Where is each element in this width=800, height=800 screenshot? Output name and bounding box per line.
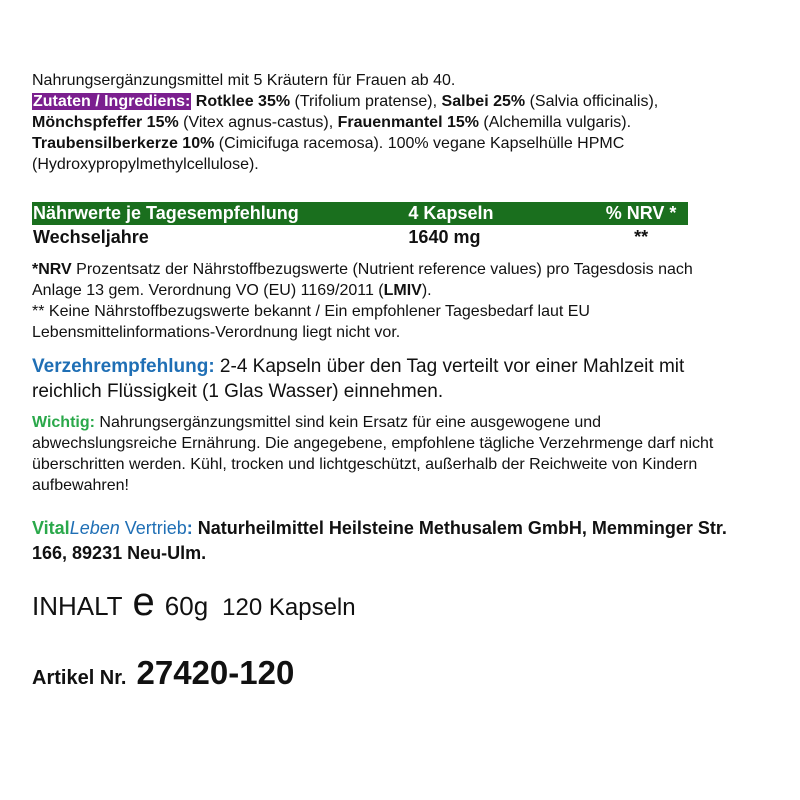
ingredients-tail: 100% vegane Kapselhülle HPMC (Hydroxypropylmethylcellulose). [32, 135, 625, 173]
content-weight: 60g [164, 591, 209, 621]
company-address: Naturheilmittel Heilsteine Methusalem GmbH, Memminger Str. 166, 89231 Neu-Ulm. [32, 518, 727, 563]
nutrition-cell-name: Wechseljahre [33, 227, 149, 247]
brand-vital: Vital [32, 518, 70, 538]
ingredient-name: Traubensilberkerze 10% [32, 135, 215, 152]
nutrition-cell-nrv: ** [634, 227, 649, 247]
ingredient-name: Mönchspfeffer 15% [32, 114, 179, 131]
intro-text: Nahrungsergänzungsmittel mit 5 Kräutern für Frauen ab 40. [32, 72, 456, 89]
brand-vertrieb: Vertrieb [119, 518, 187, 538]
nutrition-notes [32, 259, 737, 343]
ingredient-latin: (Salvia officinalis), [525, 93, 659, 110]
ingredients-label: Zutaten / Ingrediens: [33, 93, 191, 110]
no-reference-footnote: ** Keine Nährstoffbezugswerte bekannt / Ein empfohlener Tagesbedarf laut EU Lebensmittelinformations-Verordnung liegt nicht vor. [32, 303, 590, 341]
ingredient-name: Frauenmantel 15% [337, 114, 479, 131]
lmiv-label: LMIV [383, 282, 422, 299]
nutrition-header-col1: Nährwerte je Tagesempfehlung [33, 203, 299, 223]
article-number-value: 27420-120 [136, 654, 295, 691]
distributor-colon: : [186, 518, 198, 538]
content-count: 120 Kapseln [222, 594, 356, 621]
important-label: Wichtig: [32, 414, 95, 431]
product-label [32, 70, 737, 692]
content-quantity [32, 580, 737, 626]
ingredient-latin: (Cimicifuga racemosa). [214, 135, 388, 152]
ingredients-paragraph [32, 91, 737, 175]
ingredient-latin: (Trifolium pratense), [290, 93, 442, 110]
consumption-text: 2-4 Kapseln über den Tag verteilt vor einer Mahlzeit mit reichlich Flüssigkeit (1 Glas Wasser) einnehmen. [32, 356, 685, 402]
nutrition-header-col3: % NRV * [605, 203, 677, 223]
brand-leben: Leben [69, 518, 120, 538]
article-number [32, 654, 737, 692]
ingredient-name: Salbei 25% [441, 93, 526, 110]
distributor-info [32, 516, 737, 566]
important-notice [32, 412, 737, 496]
nrv-footnote [32, 259, 737, 301]
nrv-text: Prozentsatz der Nährstoffbezugswerte (Nutrient reference values) pro Tagesdosis nach Anlage 13 gem. Verordnung VO (EU) 1169/2011 ( [32, 261, 693, 299]
content-label: INHALT [32, 591, 123, 621]
nutrition-table-row [32, 225, 688, 249]
consumption-label: Verzehrempfehlung: [32, 356, 215, 377]
nrv-close: ). [421, 282, 432, 299]
nutrition-table-header [32, 202, 688, 225]
ingredient-latin: (Alchemilla vulgaris). [478, 114, 632, 131]
ingredient-latin: (Vitex agnus-castus), [178, 114, 338, 131]
ingredient-name: Rotklee 35% [195, 93, 291, 110]
nrv-label: *NRV [32, 261, 72, 278]
nutrition-cell-amount: 1640 mg [408, 227, 481, 247]
estimated-sign-icon: e [132, 580, 155, 624]
article-label: Artikel Nr. [32, 667, 127, 689]
nutrition-header-col2: 4 Kapseln [408, 203, 494, 223]
important-text: Nahrungsergänzungsmittel sind kein Ersatz für eine ausgewogene und abwechslungsreiche Ernährung. Die angegebene, empfohlene tägliche Verzehrmenge darf nicht überschritten werden. Kühl, trocken und lichtgeschützt, außerhalb der Reichweite von Kindern aufbewahren! [32, 414, 714, 494]
consumption-recommendation [32, 354, 737, 404]
